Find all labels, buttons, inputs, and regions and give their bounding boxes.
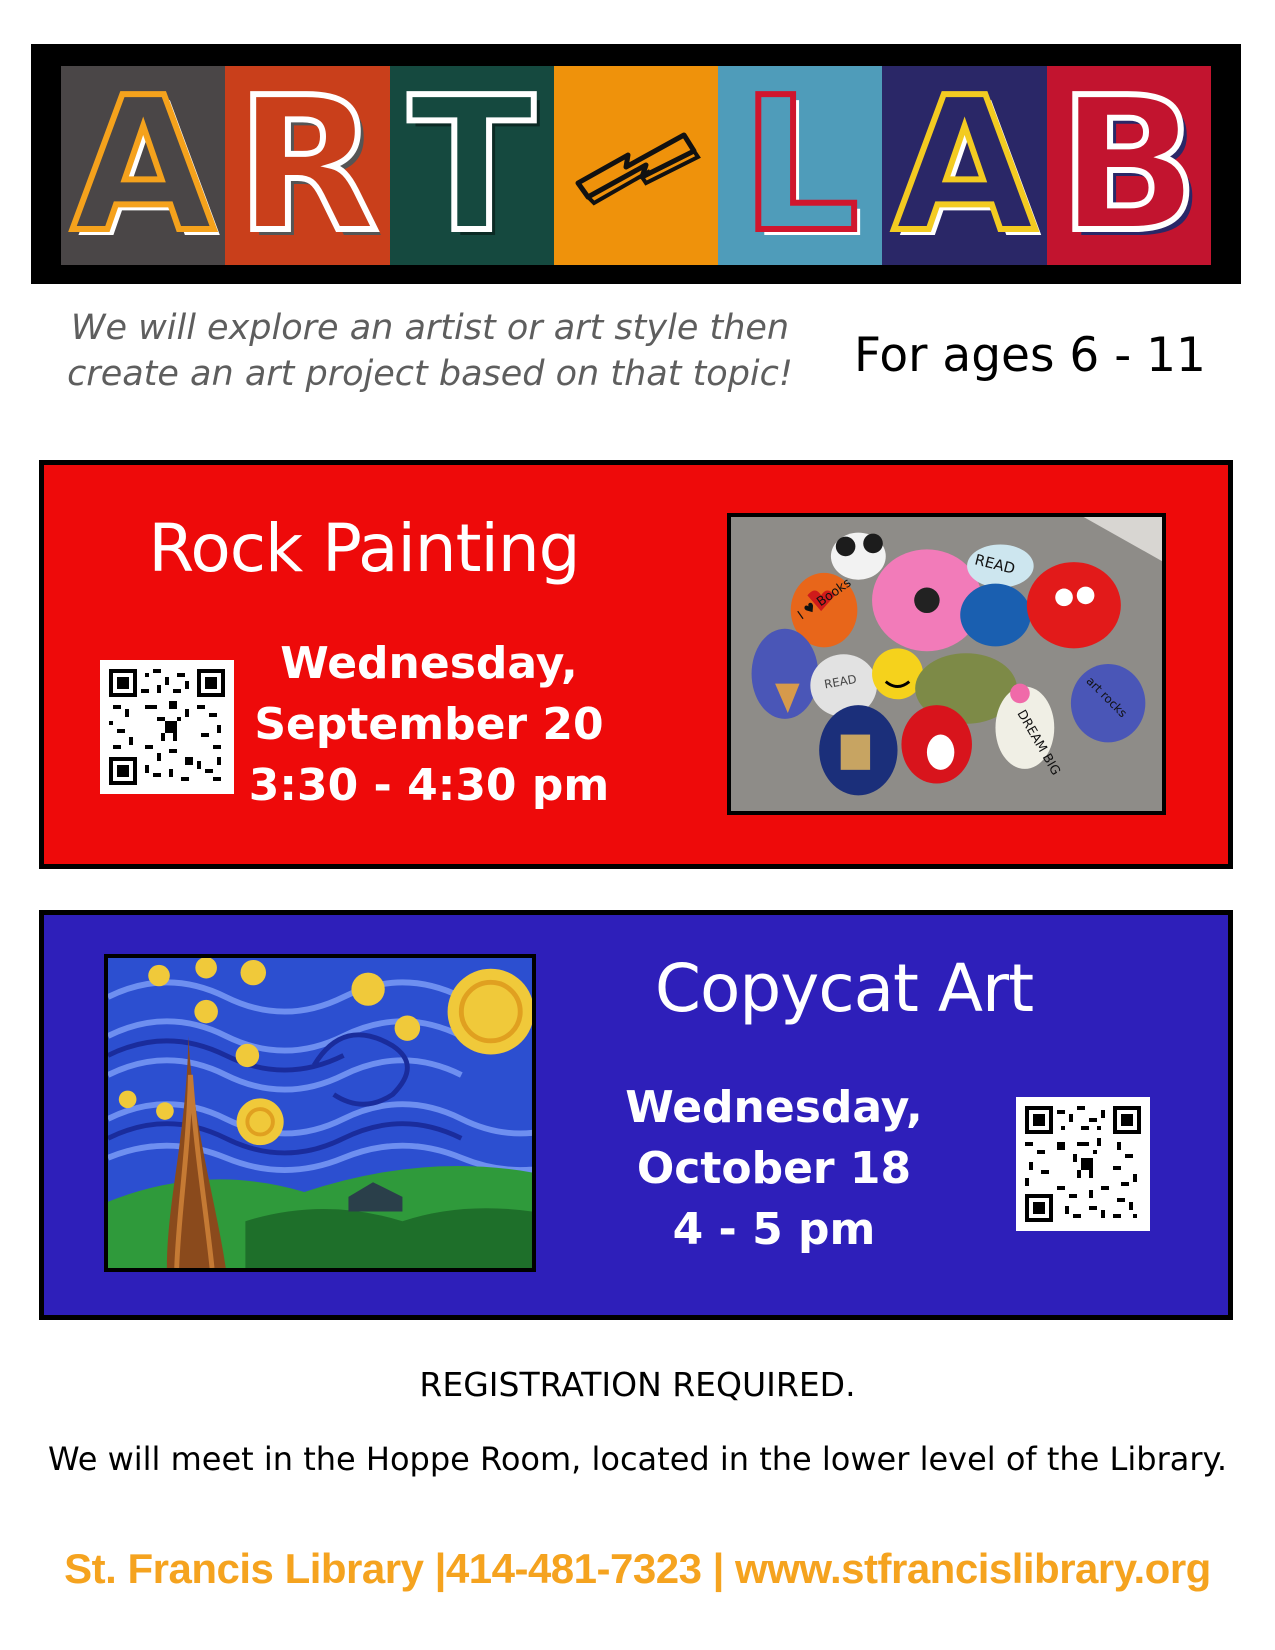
qr-code[interactable] [100, 660, 234, 794]
event-date: October 18 [636, 1143, 912, 1194]
banner-tiles [61, 57, 1211, 273]
event-day: Wednesday, [280, 638, 578, 689]
event-panel-copycat-art [39, 910, 1233, 1320]
location-text: We will meet in the Hoppe Room, located in the lower level of the Library. [47, 1440, 1228, 1478]
qr-code-icon [109, 669, 225, 785]
intro-line-2: create an art project based on that topic! [67, 354, 793, 394]
rock-label-read: READ [972, 551, 1017, 578]
rock-label-books: I ♥ Books [795, 575, 855, 624]
banner-letter-a: A [71, 57, 215, 273]
rock-label-dream-big: DREAM BIG [1013, 707, 1063, 778]
banner-letter-b: B [1058, 57, 1200, 273]
painted-rocks-image [731, 517, 1162, 811]
art-lab-banner [31, 44, 1241, 284]
painted-rocks-photo [727, 513, 1166, 815]
banner-tile-t [390, 57, 554, 273]
intro-line-1: We will explore an artist or art style then [70, 308, 790, 348]
starry-night-drawing [104, 954, 536, 1272]
event-title: Copycat Art [654, 950, 1034, 1027]
banner-letter-r: R [236, 57, 379, 273]
event-time: 3:30 - 4:30 pm [248, 760, 610, 811]
banner-tile-bolt [554, 66, 718, 265]
event-title: Rock Painting [148, 510, 580, 587]
qr-code-icon [1025, 1106, 1141, 1222]
age-range: For ages 6 - 11 [854, 328, 1206, 383]
rock-label-art-rocks: art rocks [1083, 673, 1130, 721]
banner-letter-t: T [408, 57, 535, 273]
event-day: Wednesday, [625, 1082, 923, 1133]
banner-tile-a2 [882, 57, 1046, 273]
banner-tile-a [61, 57, 225, 273]
intro-text [60, 305, 800, 397]
qr-code[interactable] [1016, 1097, 1150, 1231]
library-contact: St. Francis Library |414-481-7323 | www.stfrancislibrary.org [64, 1545, 1211, 1592]
banner-tile-l [718, 57, 882, 273]
event-date: September 20 [254, 699, 604, 750]
registration-notice: REGISTRATION REQUIRED. [419, 1365, 856, 1404]
event-panel-rock-painting [39, 460, 1233, 869]
banner-letter-l: L [741, 57, 860, 273]
lightning-bolt-icon [566, 121, 706, 211]
rock-label-read-small: READ [823, 671, 858, 692]
starry-night-image [108, 958, 532, 1268]
event-schedule [239, 633, 619, 816]
event-time: 4 - 5 pm [672, 1204, 876, 1255]
event-schedule [604, 1077, 944, 1260]
banner-letter-a2: A [892, 57, 1037, 273]
banner-tile-r [225, 57, 389, 273]
banner-tile-b [1047, 57, 1211, 273]
